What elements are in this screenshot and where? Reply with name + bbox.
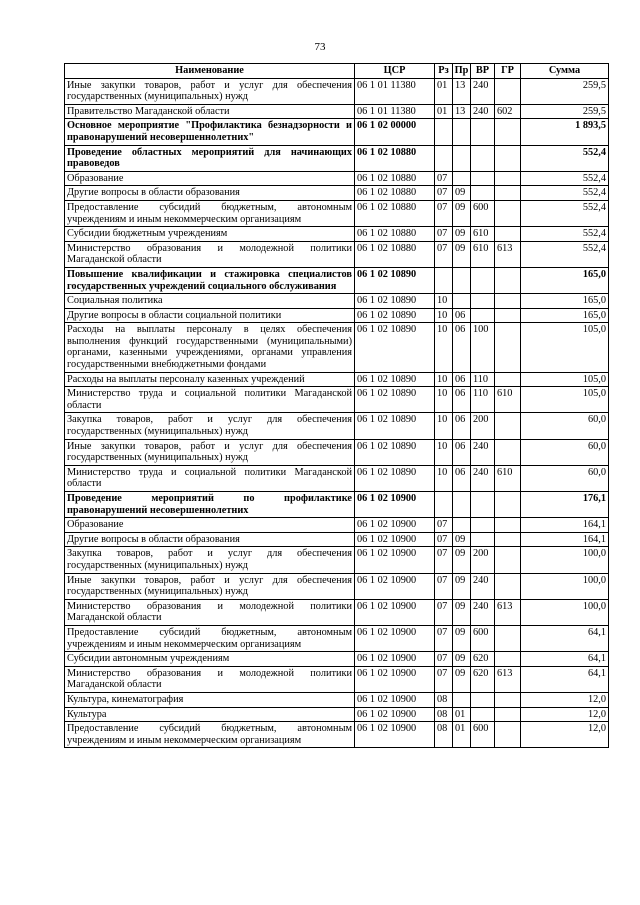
cell-csr: 06 1 02 10880 xyxy=(355,186,435,201)
cell-sum: 60,0 xyxy=(521,439,609,465)
cell-vr: 100 xyxy=(471,323,495,372)
cell-rz: 08 xyxy=(435,692,453,707)
cell-rz: 01 xyxy=(435,78,453,104)
cell-sum: 552,4 xyxy=(521,200,609,226)
cell-pr: 13 xyxy=(453,78,471,104)
cell-name: Основное мероприятие "Профилактика безнадзорности и правонарушений несовершеннолетних" xyxy=(65,119,355,145)
cell-csr: 06 1 02 10900 xyxy=(355,492,435,518)
cell-rz: 01 xyxy=(435,104,453,119)
cell-name: Субсидии автономным учреждениям xyxy=(65,652,355,667)
cell-csr: 06 1 02 10890 xyxy=(355,308,435,323)
cell-rz: 08 xyxy=(435,722,453,748)
cell-name: Закупка товаров, работ и услуг для обеспечения государственных (муниципальных) нужд xyxy=(65,413,355,439)
cell-gr xyxy=(495,294,521,309)
cell-sum: 164,1 xyxy=(521,532,609,547)
cell-name: Культура xyxy=(65,707,355,722)
cell-sum: 60,0 xyxy=(521,465,609,491)
cell-rz: 07 xyxy=(435,186,453,201)
cell-name: Повышение квалификации и стажировка специалистов государственных учреждений социального обслуживания xyxy=(65,267,355,293)
table-row xyxy=(65,145,609,171)
cell-sum: 64,1 xyxy=(521,652,609,667)
table-row xyxy=(65,323,609,372)
cell-rz: 07 xyxy=(435,227,453,242)
cell-csr: 06 1 02 10900 xyxy=(355,547,435,573)
cell-csr: 06 1 02 10890 xyxy=(355,267,435,293)
table-row xyxy=(65,692,609,707)
cell-vr xyxy=(471,186,495,201)
cell-gr xyxy=(495,308,521,323)
cell-csr: 06 1 02 10900 xyxy=(355,625,435,651)
cell-vr xyxy=(471,518,495,533)
cell-name: Предоставление субсидий бюджетным, автономным учреждениям и иным некоммерческим организациям xyxy=(65,722,355,748)
cell-gr: 613 xyxy=(495,666,521,692)
cell-sum: 105,0 xyxy=(521,387,609,413)
cell-gr xyxy=(495,186,521,201)
cell-vr: 620 xyxy=(471,652,495,667)
cell-rz: 07 xyxy=(435,625,453,651)
table-body xyxy=(65,78,609,748)
cell-pr: 06 xyxy=(453,387,471,413)
cell-gr xyxy=(495,372,521,387)
cell-name: Образование xyxy=(65,171,355,186)
cell-rz: 10 xyxy=(435,387,453,413)
cell-sum: 105,0 xyxy=(521,372,609,387)
header-csr: ЦСР xyxy=(355,64,435,79)
cell-rz: 07 xyxy=(435,532,453,547)
cell-vr: 600 xyxy=(471,625,495,651)
cell-vr: 610 xyxy=(471,241,495,267)
cell-rz xyxy=(435,145,453,171)
cell-vr xyxy=(471,308,495,323)
table-row xyxy=(65,518,609,533)
cell-csr: 06 1 02 10880 xyxy=(355,200,435,226)
cell-sum: 259,5 xyxy=(521,78,609,104)
cell-sum: 100,0 xyxy=(521,547,609,573)
cell-name: Закупка товаров, работ и услуг для обеспечения государственных (муниципальных) нужд xyxy=(65,547,355,573)
table-row xyxy=(65,465,609,491)
cell-name: Иные закупки товаров, работ и услуг для обеспечения государственных (муниципальных) нужд xyxy=(65,573,355,599)
cell-csr: 06 1 02 10900 xyxy=(355,599,435,625)
cell-gr xyxy=(495,413,521,439)
table-row xyxy=(65,78,609,104)
cell-gr: 602 xyxy=(495,104,521,119)
cell-name: Другие вопросы в области образования xyxy=(65,186,355,201)
cell-sum: 552,4 xyxy=(521,186,609,201)
cell-sum: 552,4 xyxy=(521,145,609,171)
cell-gr: 613 xyxy=(495,241,521,267)
cell-pr: 01 xyxy=(453,722,471,748)
cell-gr xyxy=(495,722,521,748)
table-row xyxy=(65,722,609,748)
cell-pr xyxy=(453,119,471,145)
cell-pr: 09 xyxy=(453,186,471,201)
cell-sum: 12,0 xyxy=(521,722,609,748)
cell-name: Министерство труда и социальной политики Магаданской области xyxy=(65,465,355,491)
cell-gr xyxy=(495,145,521,171)
table-row xyxy=(65,666,609,692)
cell-vr: 600 xyxy=(471,722,495,748)
cell-pr: 09 xyxy=(453,573,471,599)
table-row xyxy=(65,707,609,722)
cell-rz xyxy=(435,492,453,518)
cell-gr xyxy=(495,547,521,573)
cell-name: Предоставление субсидий бюджетным, автономным учреждениям и иным некоммерческим организациям xyxy=(65,625,355,651)
cell-sum: 100,0 xyxy=(521,573,609,599)
cell-gr xyxy=(495,692,521,707)
cell-name: Проведение мероприятий по профилактике правонарушений несовершеннолетних xyxy=(65,492,355,518)
cell-gr xyxy=(495,518,521,533)
cell-vr xyxy=(471,171,495,186)
cell-sum: 552,4 xyxy=(521,241,609,267)
header-rz: Рз xyxy=(435,64,453,79)
table-row xyxy=(65,599,609,625)
cell-name: Иные закупки товаров, работ и услуг для обеспечения государственных (муниципальных) нужд xyxy=(65,78,355,104)
page-number: 73 xyxy=(314,41,326,53)
cell-sum: 164,1 xyxy=(521,518,609,533)
table-row xyxy=(65,652,609,667)
cell-gr xyxy=(495,625,521,651)
cell-vr: 240 xyxy=(471,78,495,104)
table-row xyxy=(65,227,609,242)
cell-pr: 09 xyxy=(453,227,471,242)
cell-pr: 09 xyxy=(453,666,471,692)
cell-vr xyxy=(471,267,495,293)
header-pr: Пр xyxy=(453,64,471,79)
cell-pr: 09 xyxy=(453,547,471,573)
cell-name: Расходы на выплаты персоналу казенных учреждений xyxy=(65,372,355,387)
cell-gr: 610 xyxy=(495,387,521,413)
cell-vr: 110 xyxy=(471,372,495,387)
cell-pr: 06 xyxy=(453,308,471,323)
table-row xyxy=(65,532,609,547)
cell-vr xyxy=(471,532,495,547)
cell-csr: 06 1 02 10900 xyxy=(355,692,435,707)
cell-gr xyxy=(495,323,521,372)
cell-name: Министерство образования и молодежной политики Магаданской области xyxy=(65,666,355,692)
table-row xyxy=(65,294,609,309)
header-gr: ГР xyxy=(495,64,521,79)
cell-pr xyxy=(453,145,471,171)
cell-sum: 165,0 xyxy=(521,294,609,309)
cell-rz: 07 xyxy=(435,666,453,692)
cell-name: Правительство Магаданской области xyxy=(65,104,355,119)
table-row xyxy=(65,439,609,465)
cell-sum: 100,0 xyxy=(521,599,609,625)
cell-gr: 610 xyxy=(495,465,521,491)
table-row xyxy=(65,119,609,145)
cell-name: Другие вопросы в области социальной политики xyxy=(65,308,355,323)
cell-gr xyxy=(495,652,521,667)
cell-pr xyxy=(453,171,471,186)
cell-vr: 240 xyxy=(471,439,495,465)
cell-pr: 09 xyxy=(453,599,471,625)
cell-csr: 06 1 02 10900 xyxy=(355,707,435,722)
cell-vr: 600 xyxy=(471,200,495,226)
cell-rz: 10 xyxy=(435,465,453,491)
cell-gr xyxy=(495,492,521,518)
cell-rz: 10 xyxy=(435,372,453,387)
table-row xyxy=(65,547,609,573)
cell-name: Министерство труда и социальной политики Магаданской области xyxy=(65,387,355,413)
cell-gr xyxy=(495,707,521,722)
cell-rz: 07 xyxy=(435,241,453,267)
table-row xyxy=(65,200,609,226)
cell-sum: 12,0 xyxy=(521,692,609,707)
cell-pr: 09 xyxy=(453,625,471,651)
cell-gr xyxy=(495,532,521,547)
cell-sum: 165,0 xyxy=(521,308,609,323)
cell-vr xyxy=(471,692,495,707)
cell-pr xyxy=(453,692,471,707)
cell-csr: 06 1 02 10880 xyxy=(355,171,435,186)
cell-pr xyxy=(453,267,471,293)
cell-csr: 06 1 02 10880 xyxy=(355,227,435,242)
cell-gr xyxy=(495,119,521,145)
cell-csr: 06 1 01 11380 xyxy=(355,104,435,119)
cell-pr: 06 xyxy=(453,323,471,372)
cell-name: Социальная политика xyxy=(65,294,355,309)
cell-sum: 552,4 xyxy=(521,227,609,242)
cell-csr: 06 1 02 10900 xyxy=(355,666,435,692)
cell-gr: 613 xyxy=(495,599,521,625)
cell-rz: 07 xyxy=(435,573,453,599)
cell-pr: 09 xyxy=(453,200,471,226)
cell-csr: 06 1 02 10880 xyxy=(355,241,435,267)
cell-gr xyxy=(495,200,521,226)
cell-sum: 176,1 xyxy=(521,492,609,518)
cell-rz: 07 xyxy=(435,599,453,625)
cell-csr: 06 1 02 10900 xyxy=(355,518,435,533)
cell-name: Другие вопросы в области образования xyxy=(65,532,355,547)
cell-name: Предоставление субсидий бюджетным, автономным учреждениям и иным некоммерческим организациям xyxy=(65,200,355,226)
cell-sum: 60,0 xyxy=(521,413,609,439)
cell-vr: 610 xyxy=(471,227,495,242)
cell-rz: 10 xyxy=(435,308,453,323)
table-row xyxy=(65,492,609,518)
cell-name: Министерство образования и молодежной политики Магаданской области xyxy=(65,599,355,625)
cell-pr xyxy=(453,294,471,309)
table-row xyxy=(65,573,609,599)
cell-sum: 165,0 xyxy=(521,267,609,293)
cell-rz: 10 xyxy=(435,323,453,372)
cell-rz: 07 xyxy=(435,518,453,533)
cell-vr: 620 xyxy=(471,666,495,692)
cell-rz: 07 xyxy=(435,547,453,573)
cell-vr: 200 xyxy=(471,547,495,573)
cell-pr: 13 xyxy=(453,104,471,119)
cell-vr xyxy=(471,119,495,145)
cell-sum: 105,0 xyxy=(521,323,609,372)
cell-csr: 06 1 02 10890 xyxy=(355,439,435,465)
cell-csr: 06 1 02 10890 xyxy=(355,323,435,372)
cell-pr xyxy=(453,518,471,533)
cell-csr: 06 1 02 10890 xyxy=(355,294,435,309)
table-row xyxy=(65,104,609,119)
cell-vr: 240 xyxy=(471,573,495,599)
table-header-row xyxy=(65,64,609,79)
table-row xyxy=(65,267,609,293)
cell-rz: 07 xyxy=(435,652,453,667)
cell-name: Проведение областных мероприятий для начинающих правоведов xyxy=(65,145,355,171)
cell-vr xyxy=(471,294,495,309)
cell-rz: 10 xyxy=(435,413,453,439)
cell-rz xyxy=(435,267,453,293)
cell-pr: 06 xyxy=(453,372,471,387)
cell-pr: 06 xyxy=(453,439,471,465)
table-row xyxy=(65,387,609,413)
cell-vr: 200 xyxy=(471,413,495,439)
cell-name: Министерство образования и молодежной политики Магаданской области xyxy=(65,241,355,267)
cell-gr xyxy=(495,439,521,465)
cell-pr xyxy=(453,492,471,518)
cell-rz: 07 xyxy=(435,171,453,186)
cell-name: Субсидии бюджетным учреждениям xyxy=(65,227,355,242)
table-row xyxy=(65,171,609,186)
cell-name: Расходы на выплаты персоналу в целях обеспечения выполнения функций государственными (муниципальными) органами, казенными учреждениями, органами управления государственными внебюджетными фондами xyxy=(65,323,355,372)
cell-csr: 06 1 02 10890 xyxy=(355,413,435,439)
cell-vr: 240 xyxy=(471,104,495,119)
cell-csr: 06 1 02 00000 xyxy=(355,119,435,145)
cell-name: Культура, кинематография xyxy=(65,692,355,707)
table-row xyxy=(65,186,609,201)
cell-rz: 08 xyxy=(435,707,453,722)
cell-csr: 06 1 02 10900 xyxy=(355,573,435,599)
cell-sum: 64,1 xyxy=(521,666,609,692)
cell-csr: 06 1 02 10890 xyxy=(355,372,435,387)
cell-pr: 06 xyxy=(453,413,471,439)
cell-csr: 06 1 02 10900 xyxy=(355,532,435,547)
cell-csr: 06 1 02 10890 xyxy=(355,465,435,491)
cell-vr: 240 xyxy=(471,465,495,491)
cell-gr xyxy=(495,171,521,186)
cell-gr xyxy=(495,267,521,293)
cell-rz xyxy=(435,119,453,145)
header-sum: Сумма xyxy=(521,64,609,79)
cell-rz: 07 xyxy=(435,200,453,226)
cell-csr: 06 1 02 10900 xyxy=(355,652,435,667)
cell-vr xyxy=(471,707,495,722)
cell-name: Образование xyxy=(65,518,355,533)
cell-gr xyxy=(495,78,521,104)
cell-sum: 259,5 xyxy=(521,104,609,119)
cell-pr: 09 xyxy=(453,241,471,267)
table-row xyxy=(65,241,609,267)
cell-vr xyxy=(471,492,495,518)
cell-vr xyxy=(471,145,495,171)
cell-sum: 1 893,5 xyxy=(521,119,609,145)
cell-vr: 240 xyxy=(471,599,495,625)
table-row xyxy=(65,308,609,323)
cell-sum: 64,1 xyxy=(521,625,609,651)
cell-rz: 10 xyxy=(435,294,453,309)
cell-pr: 09 xyxy=(453,532,471,547)
cell-gr xyxy=(495,573,521,599)
cell-pr: 06 xyxy=(453,465,471,491)
cell-pr: 09 xyxy=(453,652,471,667)
table-row xyxy=(65,413,609,439)
cell-csr: 06 1 01 11380 xyxy=(355,78,435,104)
cell-sum: 552,4 xyxy=(521,171,609,186)
table-row xyxy=(65,625,609,651)
cell-csr: 06 1 02 10890 xyxy=(355,387,435,413)
cell-name: Иные закупки товаров, работ и услуг для обеспечения государственных (муниципальных) нужд xyxy=(65,439,355,465)
cell-csr: 06 1 02 10900 xyxy=(355,722,435,748)
cell-sum: 12,0 xyxy=(521,707,609,722)
cell-gr xyxy=(495,227,521,242)
cell-vr: 110 xyxy=(471,387,495,413)
budget-table xyxy=(64,63,609,748)
table-row xyxy=(65,372,609,387)
cell-csr: 06 1 02 10880 xyxy=(355,145,435,171)
header-vr: ВР xyxy=(471,64,495,79)
cell-pr: 01 xyxy=(453,707,471,722)
cell-rz: 10 xyxy=(435,439,453,465)
header-name: Наименование xyxy=(65,64,355,79)
